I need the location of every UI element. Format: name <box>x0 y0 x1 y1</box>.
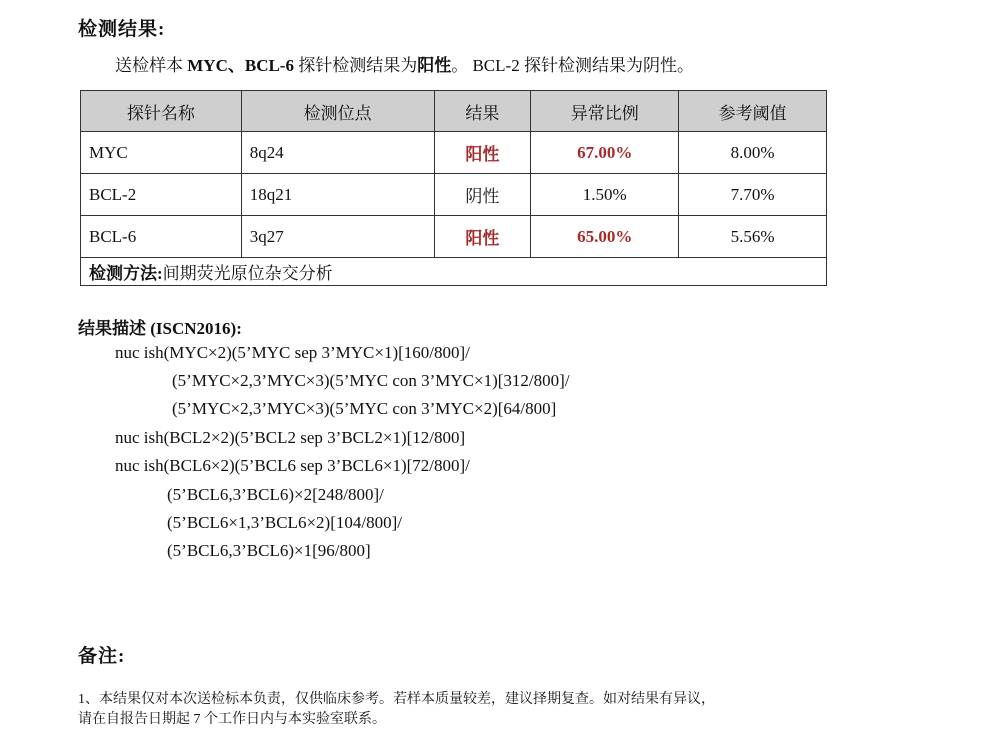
cell-ratio: 1.50% <box>531 174 679 216</box>
table-row <box>81 174 827 216</box>
method-row <box>81 258 827 286</box>
iscn-line: nuc ish(BCL2×2)(5’BCL2 sep 3’BCL2×1)[12/800] <box>115 428 466 447</box>
iscn-line: (5’MYC×2,3’MYC×3)(5’MYC con 3’MYC×1)[312/800]/ <box>172 371 570 390</box>
iscn-line: (5’BCL6,3’BCL6)×1[96/800] <box>167 541 371 560</box>
iscn-line: (5’BCL6×1,3’BCL6×2)[104/800]/ <box>167 513 402 532</box>
table-row <box>81 132 827 174</box>
cell-ratio: 65.00% <box>531 216 679 258</box>
iscn-line: nuc ish(MYC×2)(5’MYC sep 3’MYC×1)[160/800]/ <box>115 343 470 362</box>
header-locus: 检测位点 <box>241 91 434 132</box>
method-cell <box>81 258 827 286</box>
result-summary <box>115 54 694 78</box>
table-row <box>81 216 827 258</box>
cell-threshold: 8.00% <box>679 132 827 174</box>
cell-result: 阳性 <box>434 132 531 174</box>
notes-text <box>78 690 838 730</box>
cell-probe: MYC <box>81 132 242 174</box>
result-heading: 检测结果: <box>78 19 166 40</box>
cell-probe: BCL-6 <box>81 216 242 258</box>
cell-result: 阳性 <box>434 216 531 258</box>
iscn-line: (5’MYC×2,3’MYC×3)(5’MYC con 3’MYC×2)[64/800] <box>172 399 557 418</box>
summary-bold-result: 阳性 <box>417 56 452 75</box>
method-label: 检测方法: <box>89 264 163 283</box>
notes-heading: 备注: <box>78 646 126 667</box>
summary-prefix: 送检样本 <box>115 56 188 75</box>
cell-locus: 8q24 <box>241 132 434 174</box>
note-line: 请在自报告日期起 7 个工作日内与本实验室联系。 <box>78 712 386 727</box>
header-ratio: 异常比例 <box>531 91 679 132</box>
summary-bold-probes: MYC、BCL-6 <box>187 56 294 75</box>
cell-locus: 3q27 <box>241 216 434 258</box>
header-result: 结果 <box>434 91 531 132</box>
iscn-line: (5’BCL6,3’BCL6)×2[248/800]/ <box>167 485 384 504</box>
method-value: 间期荧光原位杂交分析 <box>162 264 333 283</box>
iscn-line: nuc ish(BCL6×2)(5’BCL6 sep 3’BCL6×1)[72/800]/ <box>115 456 470 475</box>
result-table <box>80 90 827 286</box>
description-heading: 结果描述 (ISCN2016): <box>78 319 242 338</box>
note-line: 1、本结果仅对本次送检标本负责，仅供临床参考。若样本质量较差，建议择期复查。如对结果有异议， <box>78 692 715 707</box>
summary-middle: 探针检测结果为 <box>293 56 418 75</box>
cell-ratio: 67.00% <box>531 132 679 174</box>
cell-threshold: 5.56% <box>679 216 827 258</box>
header-threshold: 参考阈值 <box>679 91 827 132</box>
cell-probe: BCL-2 <box>81 174 242 216</box>
header-probe: 探针名称 <box>81 91 242 132</box>
cell-result: 阴性 <box>434 174 531 216</box>
summary-suffix: 。 BCL-2 探针检测结果为阴性。 <box>451 56 694 75</box>
cell-threshold: 7.70% <box>679 174 827 216</box>
table-header-row <box>81 91 827 132</box>
cell-locus: 18q21 <box>241 174 434 216</box>
